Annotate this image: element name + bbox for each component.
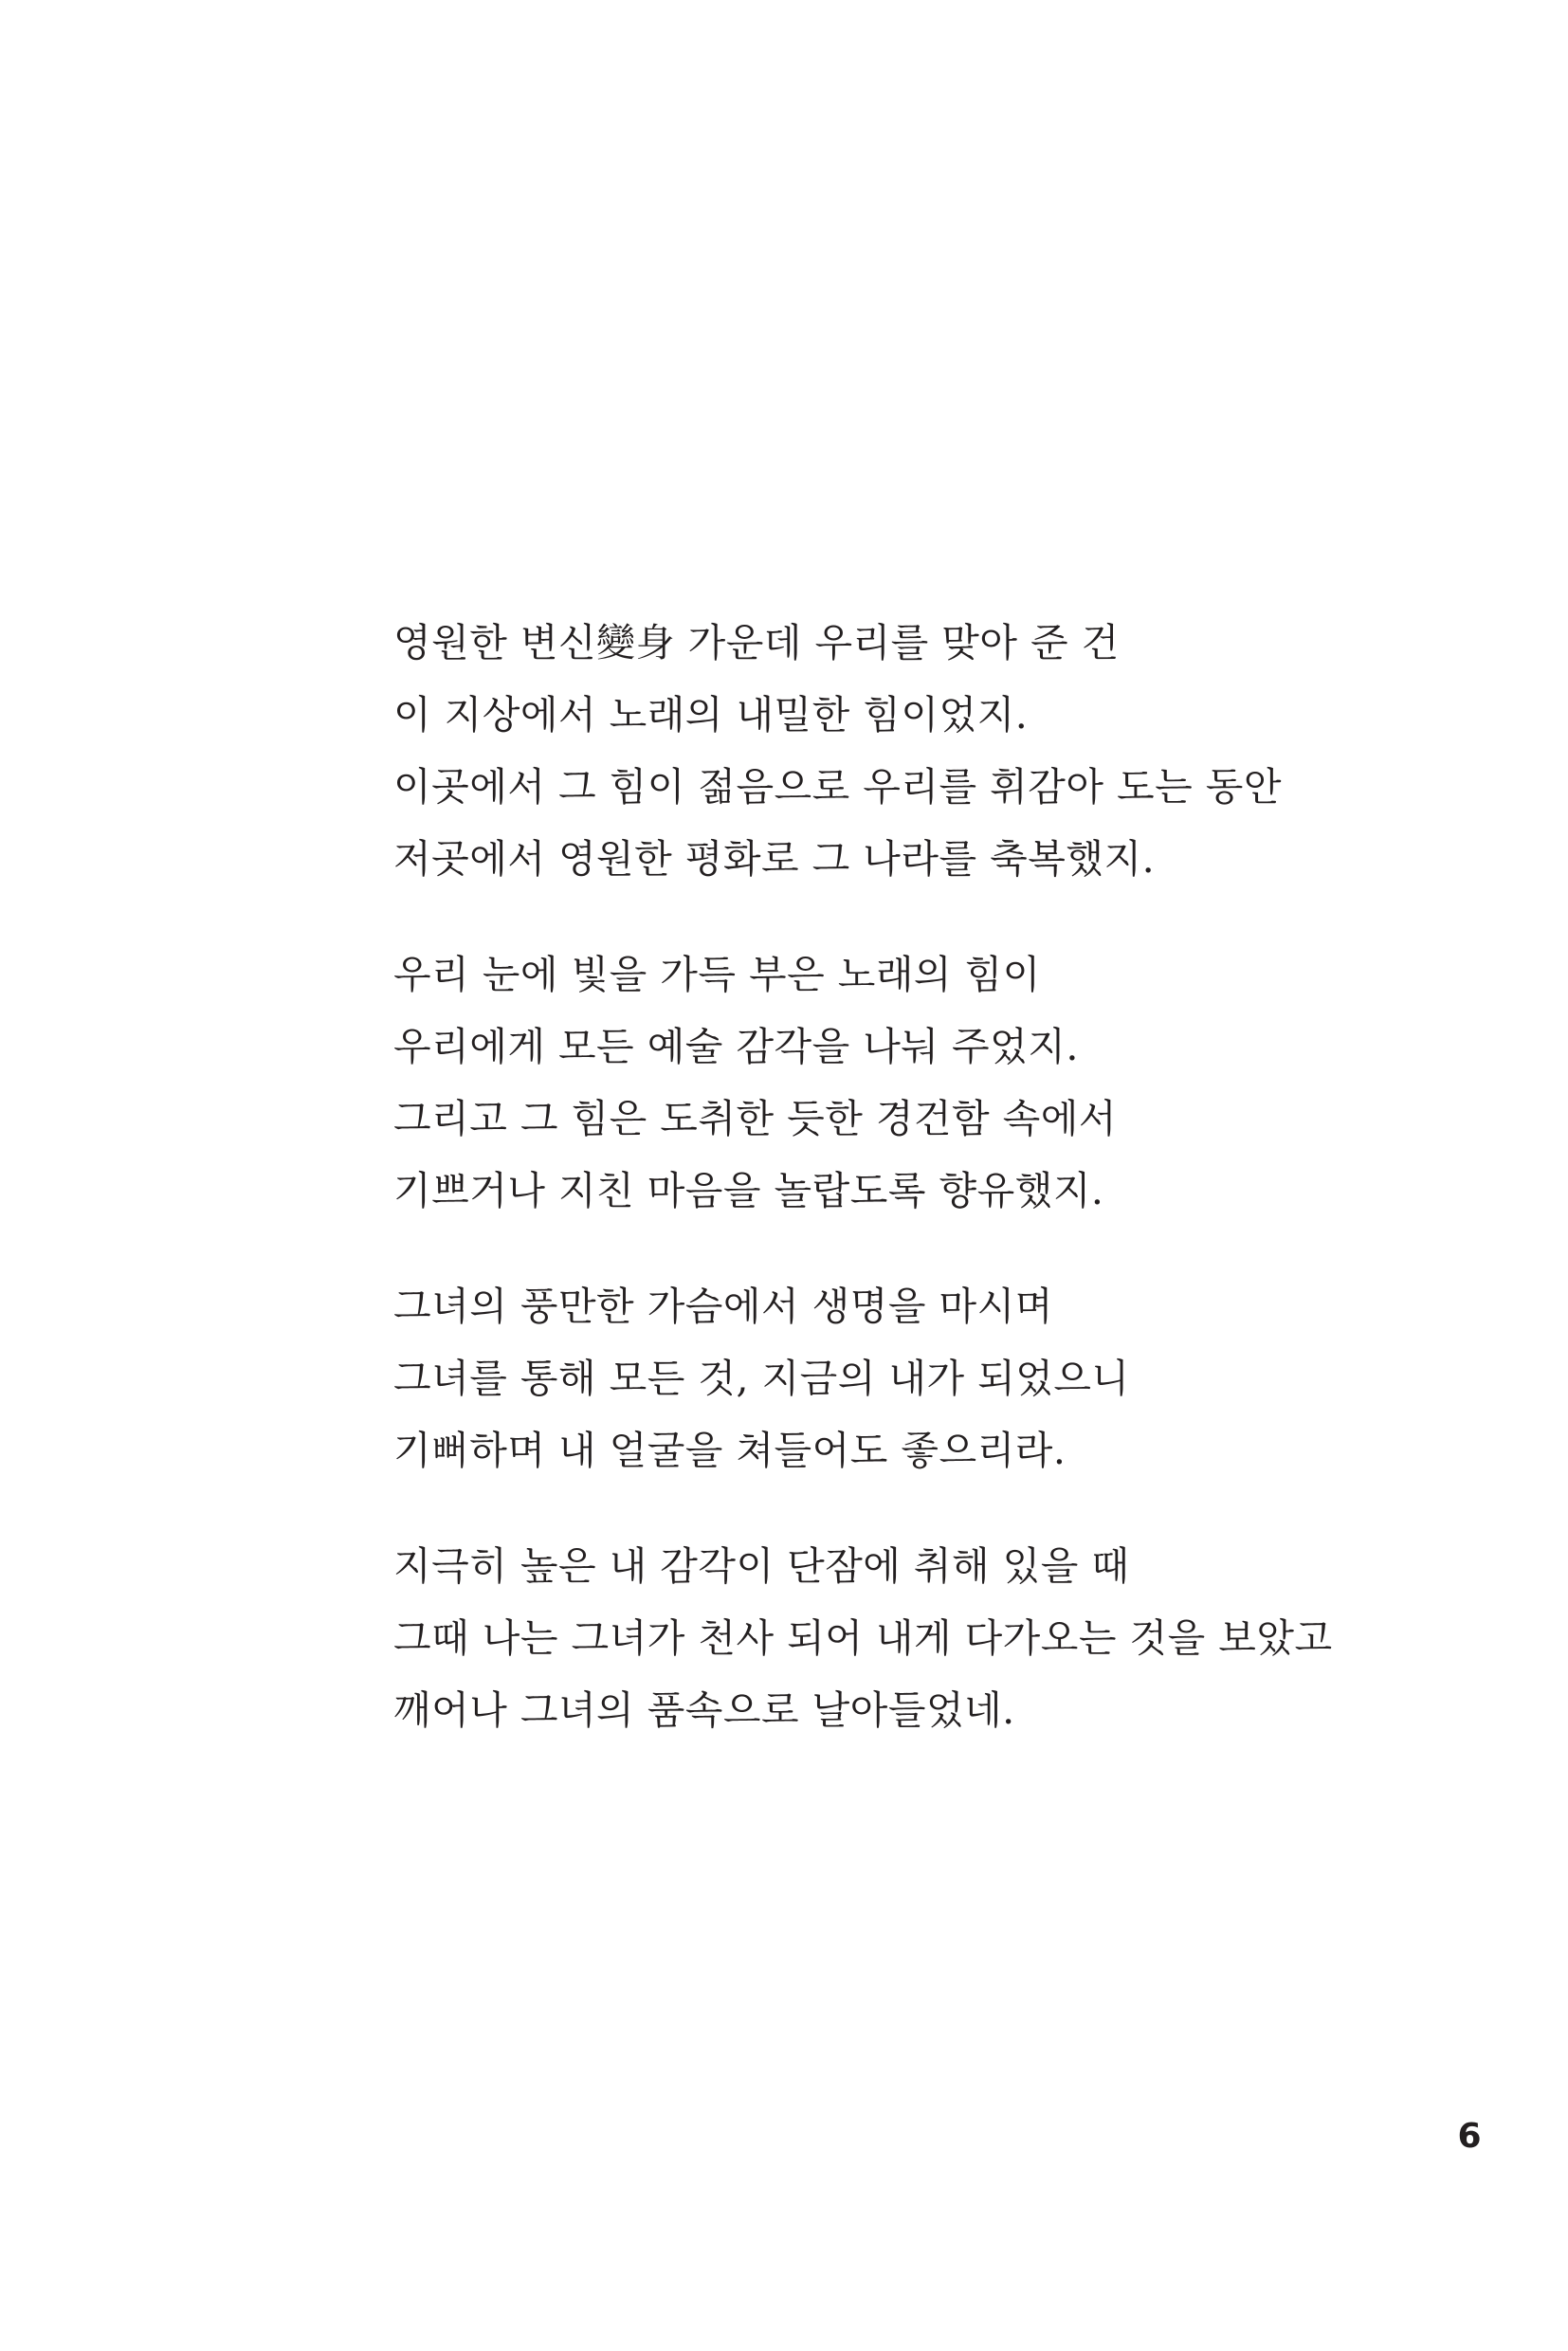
poem-line: 영원한 변신變身 가운데 우리를 맞아 준 건 bbox=[393, 620, 1120, 665]
page-number: 9 bbox=[1457, 2114, 1482, 2153]
poem-line: 그때 나는 그녀가 천사 되어 내게 다가오는 것을 보았고 bbox=[393, 1615, 1333, 1661]
poem-body bbox=[393, 607, 1436, 1790]
poem-line: 이곳에서 그 힘이 젊음으로 우리를 휘감아 도는 동안 bbox=[393, 764, 1282, 810]
poem-line: 그리고 그 힘은 도취한 듯한 경건함 속에서 bbox=[393, 1096, 1117, 1141]
poem-line: 그녀를 통해 모든 것, 지금의 내가 되었으니 bbox=[393, 1356, 1130, 1401]
stanza-3 bbox=[393, 1270, 1436, 1486]
poem-line: 저곳에서 영원한 평화로 그 나라를 축복했지. bbox=[393, 836, 1156, 882]
poem-line: 지극히 높은 내 감각이 단잠에 취해 있을 때 bbox=[393, 1543, 1130, 1589]
poem-line: 우리에게 모든 예술 감각을 나눠 주었지. bbox=[393, 1024, 1079, 1069]
poem-line: 그녀의 풍만한 가슴에서 생명을 마시며 bbox=[393, 1284, 1053, 1329]
poem-line: 기쁘거나 지친 마음을 놀랍도록 향유했지. bbox=[393, 1168, 1104, 1213]
poem-line: 우리 눈에 빛을 가득 부은 노래의 힘이 bbox=[393, 952, 1041, 997]
stanza-2 bbox=[393, 939, 1436, 1227]
poem-line: 깨어나 그녀의 품속으로 날아들었네. bbox=[393, 1687, 1015, 1733]
stanza-4 bbox=[393, 1530, 1436, 1746]
poem-line: 이 지상에서 노래의 내밀한 힘이었지. bbox=[393, 692, 1029, 738]
stanza-1 bbox=[393, 607, 1436, 895]
poem-line: 기뻐하며 내 얼굴을 쳐들어도 좋으리라. bbox=[393, 1428, 1067, 1473]
